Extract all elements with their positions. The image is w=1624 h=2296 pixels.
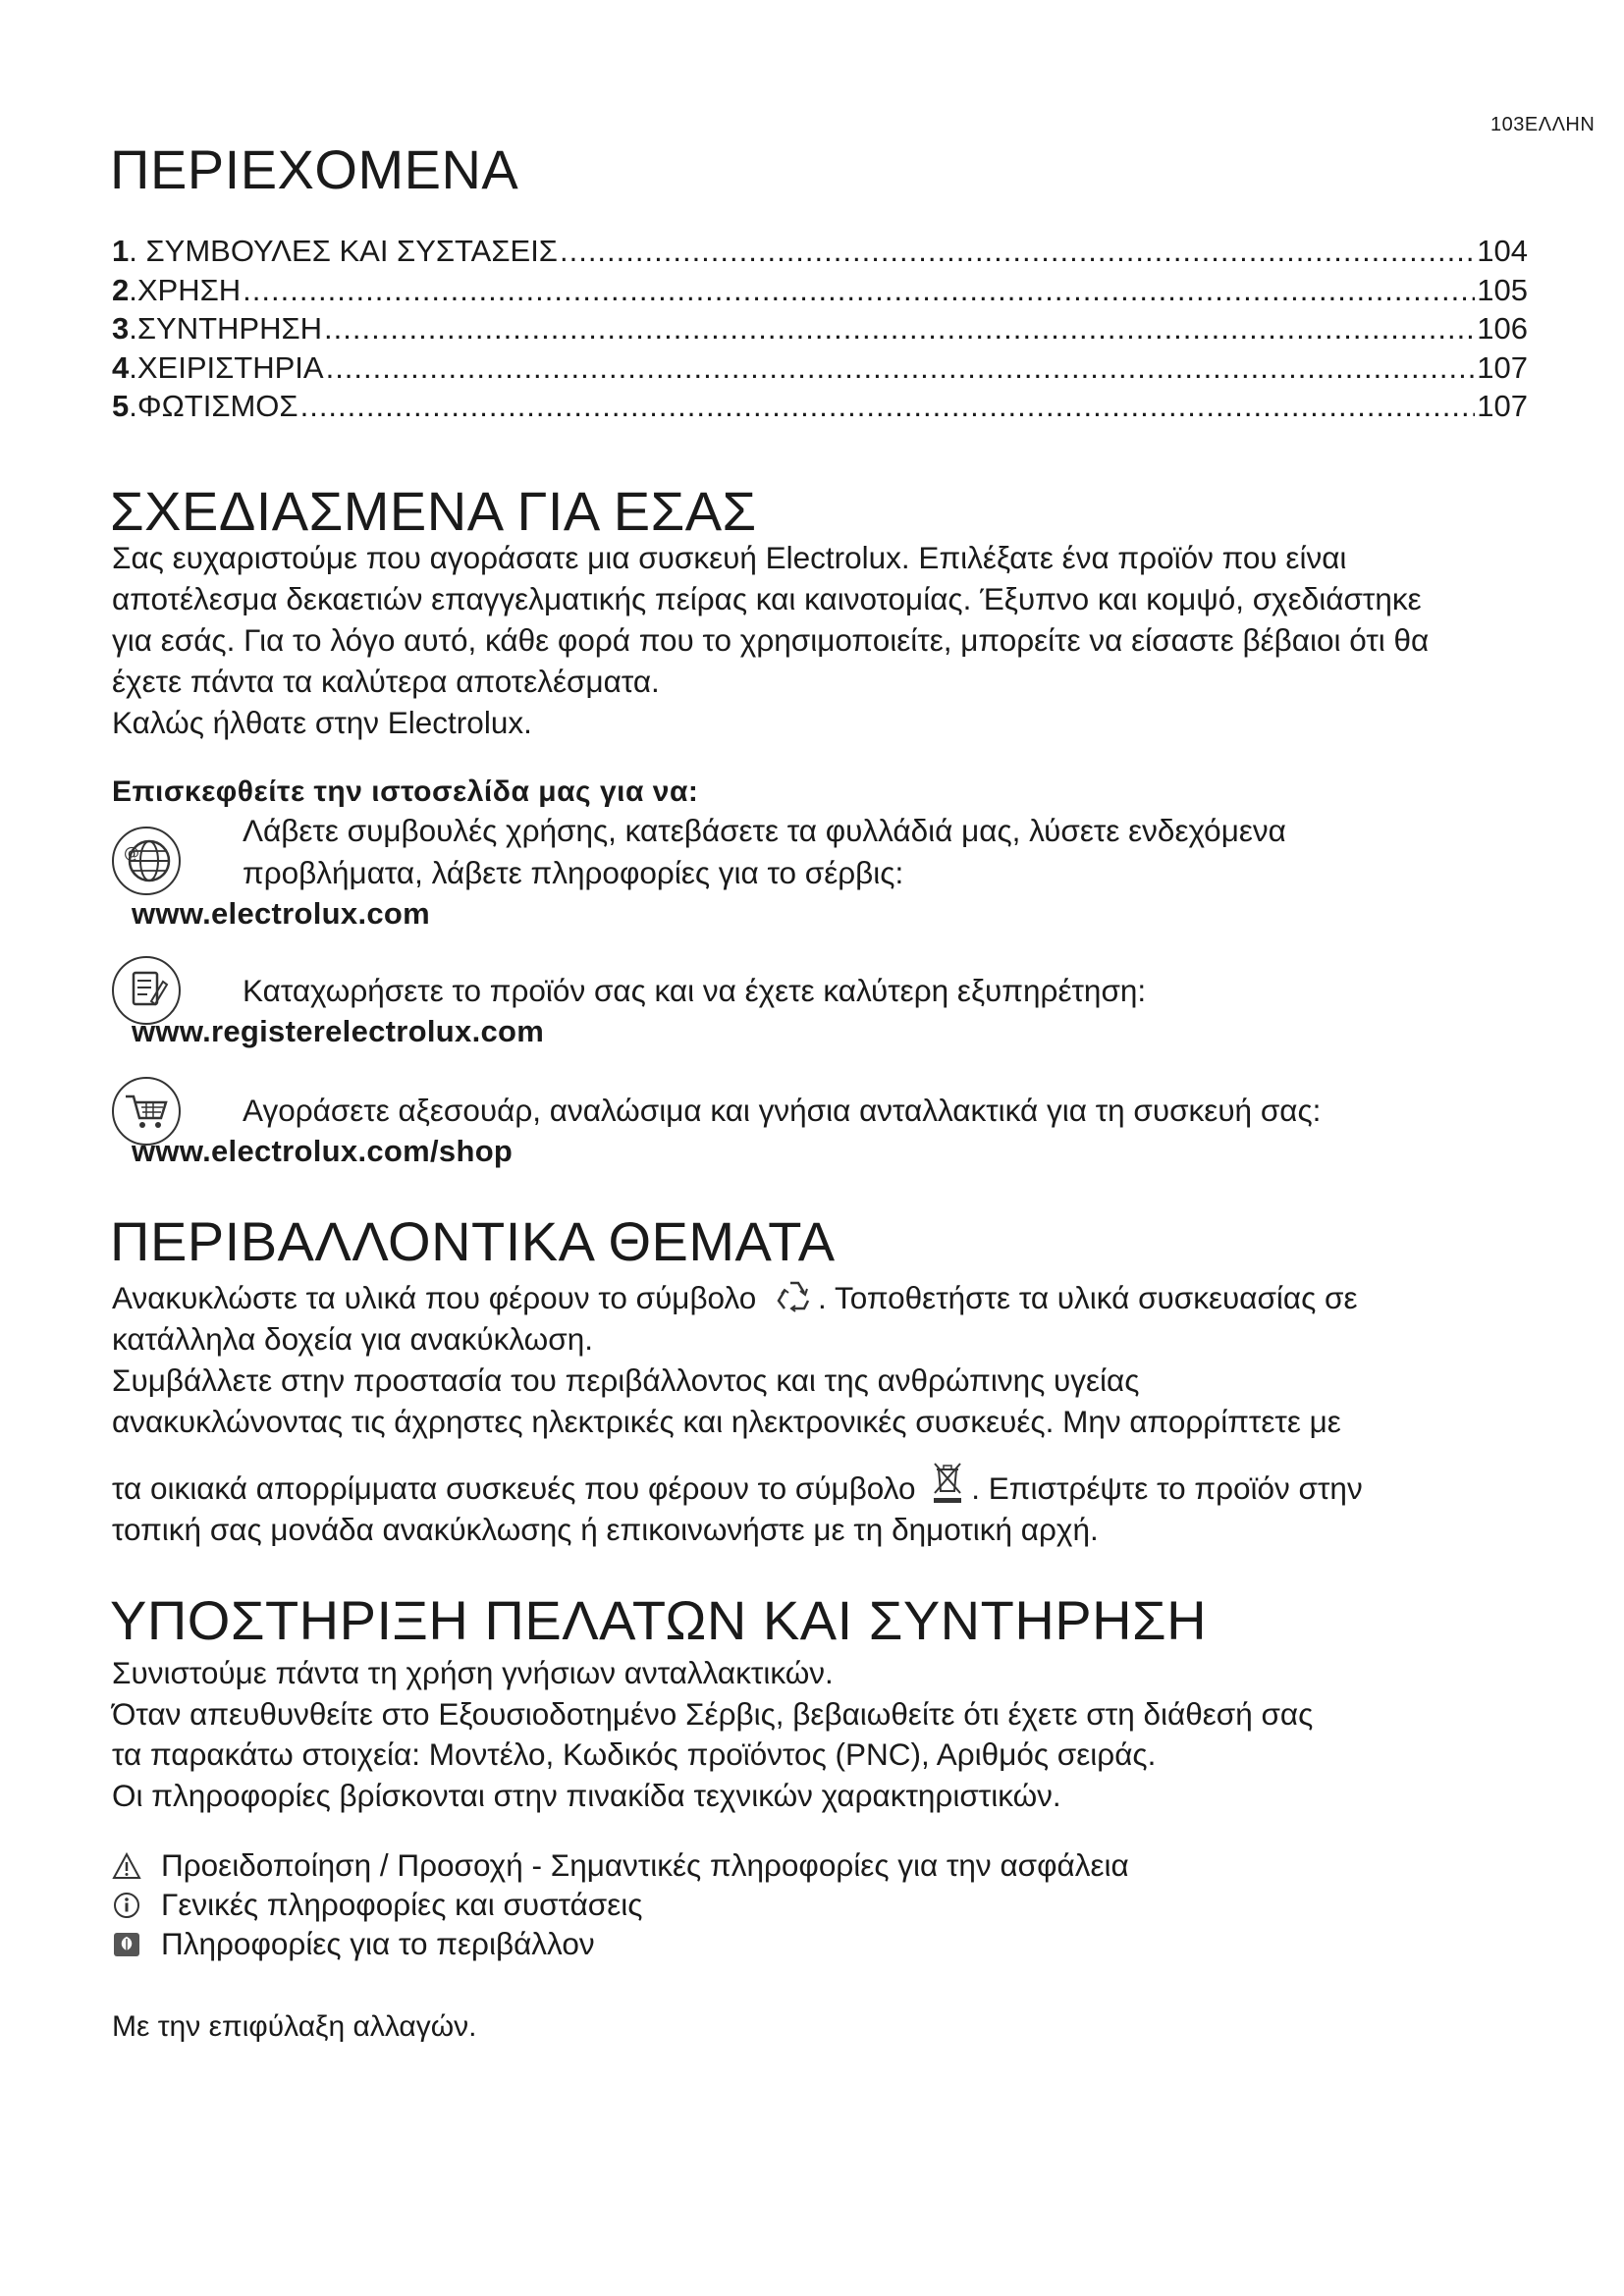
crossed-bin-icon (928, 1460, 967, 1505)
text-line: για εσάς. Για το λόγο αυτό, κάθε φορά που το χρησιμοποιείτε, μπορείτε να είσαστε βέβαιοι ότι θα (112, 622, 1430, 658)
text-line (112, 1277, 1526, 1318)
text-segment: . Επιστρέψτε το προϊόν στην (971, 1470, 1363, 1506)
environment-paragraph (112, 1277, 1526, 1442)
toc-entry-number: 2 (112, 272, 130, 307)
warning-triangle-icon (112, 1850, 141, 1880)
text-line: κατάλληλα δοχεία για ανακύκλωση. (112, 1321, 593, 1357)
recycling-icon (771, 1277, 818, 1312)
website-label: Επισκεφθείτε την ιστοσελίδα μας για να: (112, 775, 699, 808)
text-line: Αγοράσετε αξεσουάρ, αναλώσιμα και γνήσια ανταλλακτικά για τη συσκευή σας: (243, 1093, 1322, 1128)
toc-entry[interactable] (112, 389, 1528, 428)
text-line: Σας ευχαριστούμε που αγοράσατε μια συσκευή Electrolux. Επιλέξατε ένα προϊόν που είναι (112, 540, 1347, 575)
toc-leader-dots (326, 350, 1476, 386)
section-title-designed: ΣΧΕΔΙΑΣΜΕΝΑ ΓΙΑ ΕΣΑΣ (110, 480, 757, 542)
text-line: τα παρακάτω στοιχεία: Μοντέλο, Κωδικός προϊόντος (PNC), Αριθμός σειράς. (112, 1736, 1157, 1772)
text-line: αποτέλεσμα δεκαετιών επαγγελματικής πείρας και καινοτομίας. Έξυπνο και κομψό, σχεδιάστηκε (112, 581, 1422, 616)
website-item-text (243, 810, 1286, 894)
legend-text: Προειδοποίηση / Προσοχή - Σημαντικές πληροφορίες για την ασφάλεια (161, 1847, 1129, 1883)
svg-text:@: @ (124, 843, 139, 862)
toc-entry[interactable] (112, 311, 1528, 350)
text-line: Καταχωρήσετε το προϊόν σας και να έχετε καλύτερη εξυπηρέτηση: (243, 973, 1147, 1008)
toc-entry-page: 107 (1477, 349, 1528, 385)
toc-entry-number: 4 (112, 349, 130, 385)
support-paragraph (112, 1653, 1526, 1816)
text-line: τοπική σας μονάδα ανακύκλωσης ή επικοινωνήστε με τη δημοτική αρχή. (112, 1512, 1099, 1547)
toc-entry-page: 104 (1477, 234, 1528, 268)
toc-entry-label: .ΦΩΤΙΣΜΟΣ (129, 389, 298, 423)
info-icon (112, 1890, 141, 1919)
toc-entry[interactable] (112, 273, 1528, 312)
text-line: έχετε πάντα τα καλύτερα αποτελέσματα. (112, 664, 660, 699)
legend-item (112, 1845, 1129, 1885)
globe-icon (112, 827, 181, 895)
text-line: ανακυκλώνοντας τις άχρηστες ηλεκτρικές και ηλεκτρονικές συσκευές. Μην απορρίπτετε με (112, 1404, 1341, 1439)
section-title-environment: ΠΕΡΙΒΑΛΛΟΝΤΙΚΑ ΘΕΜΑΤΑ (110, 1210, 836, 1272)
symbol-legend (112, 1845, 1129, 1963)
text-line: Οι πληροφορίες βρίσκονται στην πινακίδα τεχνικών χαρακτηριστικών. (112, 1777, 1061, 1813)
page-number: 103ΕΛΛΗΝ (1490, 114, 1596, 135)
toc-leader-dots (324, 311, 1475, 347)
text-line: Συνιστούμε πάντα τη χρήση γνήσιων ανταλλακτικών. (112, 1655, 834, 1690)
text-segment: . Τοποθετήστε τα υλικά συσκευασίας σε (818, 1280, 1358, 1315)
toc-entry-page: 105 (1477, 272, 1528, 307)
toc-entry-label: .ΣΥΝΤΗΡΗΣΗ (129, 311, 323, 346)
text-segment: Ανακυκλώστε τα υλικά που φέρουν το σύμβολο (112, 1280, 757, 1315)
toc-leader-dots (560, 234, 1475, 269)
legend-text: Πληροφορίες για το περιβάλλον (161, 1926, 595, 1961)
section-title-support: ΥΠΟΣΤΗΡΙΞΗ ΠΕΛΑΤΩΝ ΚΑΙ ΣΥΝΤΗΡΗΣΗ (110, 1589, 1208, 1651)
text-line: προβλήματα, λάβετε πληροφορίες για το σέρβις: (243, 855, 904, 890)
website-item-text (243, 970, 1146, 1012)
toc-entry-number: 3 (112, 311, 130, 346)
toc-entry-number: 5 (112, 389, 130, 423)
toc-entry-page: 107 (1477, 389, 1528, 423)
toc-title: ΠΕΡΙΕΧΟΜΕΝΑ (110, 138, 519, 200)
toc-entry-number: 1 (112, 234, 130, 268)
legend-item (112, 1885, 1129, 1924)
toc-entry-label: .ΧΕΙΡΙΣΤΗΡΙΑ (129, 349, 324, 385)
toc-entry[interactable] (112, 350, 1528, 390)
toc-entry-page: 106 (1477, 311, 1528, 346)
shop-link[interactable]: www.electrolux.com/shop (132, 1134, 514, 1168)
designed-paragraph (112, 537, 1526, 743)
toc-entry-label: . ΣΥΜΒΟΥΛΕΣ ΚΑΙ ΣΥΣΤΑΣΕΙΣ (129, 234, 558, 268)
toc-entry[interactable] (112, 234, 1528, 273)
toc-leader-dots (243, 273, 1475, 308)
legend-item (112, 1924, 1129, 1963)
text-line (112, 1460, 1526, 1509)
table-of-contents (112, 234, 1528, 428)
electrolux-link[interactable]: www.electrolux.com (132, 896, 431, 931)
text-line: Λάβετε συμβουλές χρήσης, κατεβάσετε τα φυλλάδιά μας, λύσετε ενδεχόμενα (243, 813, 1286, 848)
text-segment: τα οικιακά απορρίμματα συσκευές που φέρουν το σύμβολο (112, 1470, 916, 1506)
footer-note: Με την επιφύλαξη αλλαγών. (112, 2010, 477, 2043)
website-item-text (243, 1090, 1321, 1132)
text-line: Καλώς ήλθατε στην Electrolux. (112, 705, 532, 740)
environment-leaf-icon (112, 1929, 141, 1958)
register-link[interactable]: www.registerelectrolux.com (132, 1014, 545, 1048)
environment-paragraph-continued (112, 1460, 1526, 1550)
text-line: Συμβάλλετε στην προστασία του περιβάλλοντος και της ανθρώπινης υγείας (112, 1362, 1140, 1398)
text-line: Όταν απευθυνθείτε στο Εξουσιοδοτημένο Σέρβις, βεβαιωθείτε ότι έχετε στη διάθεσή σας (112, 1695, 1314, 1732)
legend-text: Γενικές πληροφορίες και συστάσεις (161, 1887, 643, 1922)
toc-leader-dots (300, 389, 1476, 424)
toc-entry-label: .ΧΡΗΣΗ (129, 272, 242, 307)
